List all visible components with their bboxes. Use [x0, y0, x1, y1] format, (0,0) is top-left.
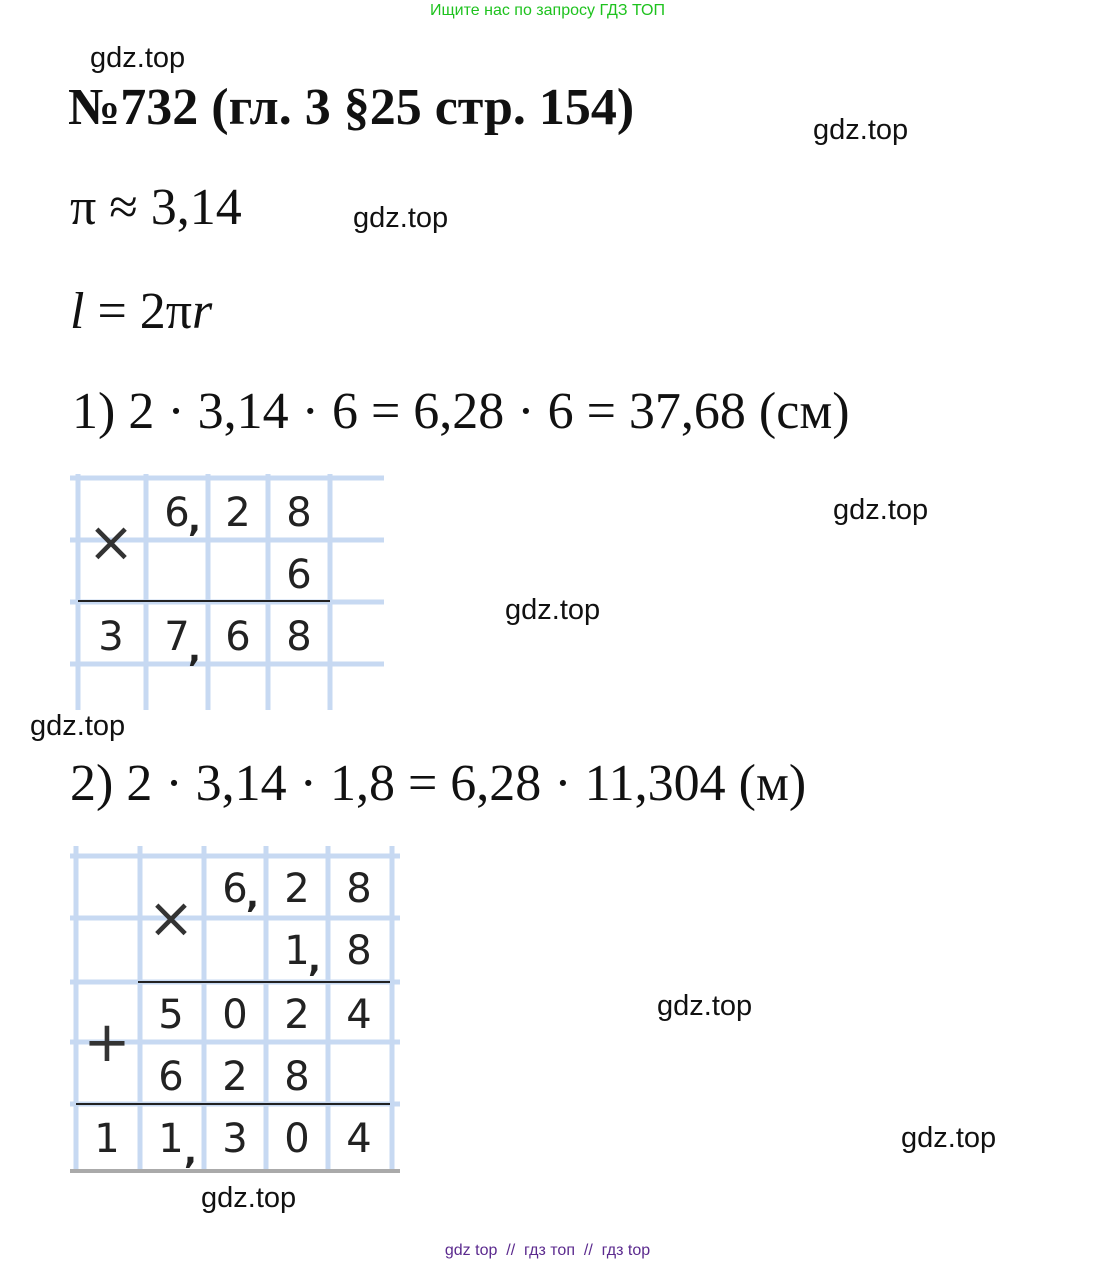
grid-digit: 2 — [284, 992, 310, 1038]
grid-digit: 2 — [284, 866, 310, 912]
grid-digit: 7 — [164, 614, 190, 660]
decimal-comma: , — [246, 876, 259, 916]
step-1-equation: 1) 2 · 3,14 · 6 = 6,28 · 6 = 37,68 (см) — [72, 383, 850, 440]
watermark: gdz.top — [353, 202, 449, 234]
multiply-sign: × — [87, 510, 135, 575]
plus-sign: + — [83, 1010, 131, 1075]
formula-eq: = 2π — [84, 283, 193, 340]
watermark: gdz.top — [30, 710, 126, 742]
grid-digit: 6 — [225, 614, 251, 660]
grid-digit: 1 — [284, 928, 310, 974]
grid-digit: 8 — [284, 1054, 310, 1100]
multiplication-grid-1 — [70, 474, 384, 710]
grid-digit: 5 — [158, 992, 184, 1038]
grid-digit: 2 — [225, 490, 251, 536]
step-2-equation: 2) 2 · 3,14 · 1,8 = 6,28 · 11,304 (м) — [70, 755, 807, 812]
grid-digit: 8 — [346, 866, 372, 912]
decimal-comma: , — [184, 1132, 197, 1172]
grid-digit: 4 — [346, 992, 372, 1038]
grid-digit: 6 — [158, 1054, 184, 1100]
formula-r: r — [192, 283, 213, 340]
decimal-comma: , — [188, 500, 201, 540]
watermark: gdz.top — [833, 494, 929, 526]
pi-approximation: π ≈ 3,14 — [70, 179, 242, 236]
grid-digit: 0 — [284, 1116, 310, 1162]
footer-links: gdz top // гдз топ // гдз top — [444, 1242, 651, 1259]
watermark: gdz.top — [657, 990, 753, 1022]
watermark: gdz.top — [813, 114, 909, 146]
grid-digit: 6 — [222, 866, 248, 912]
grid-digit: 4 — [346, 1116, 372, 1162]
grid-digit: 8 — [346, 928, 372, 974]
grid-digit: 1 — [158, 1116, 184, 1162]
multiplication-grid-2 — [70, 846, 400, 1176]
grid-digit: 8 — [286, 490, 312, 536]
watermark: gdz.top — [201, 1182, 297, 1214]
decimal-comma: , — [188, 630, 201, 670]
grid-digit: 8 — [286, 614, 312, 660]
grid-digit: 2 — [222, 1054, 248, 1100]
watermark: gdz.top — [505, 594, 601, 626]
grid-digit: 1 — [94, 1116, 120, 1162]
top-banner: Ищите нас по запросу ГДЗ ТОП — [430, 2, 665, 19]
grid-digit: 3 — [222, 1116, 248, 1162]
watermark: gdz.top — [90, 42, 186, 74]
grid-digit: 3 — [98, 614, 124, 660]
problem-title: №732 (гл. 3 §25 стр. 154) — [68, 79, 635, 136]
grid-digit: 0 — [222, 992, 248, 1038]
watermark: gdz.top — [901, 1122, 997, 1154]
grid-digit: 6 — [164, 490, 190, 536]
grid-digit: 6 — [286, 552, 312, 598]
circumference-formula — [70, 282, 212, 341]
decimal-comma: , — [308, 940, 321, 980]
multiply-sign: × — [147, 886, 195, 951]
formula-l: l — [70, 283, 85, 340]
